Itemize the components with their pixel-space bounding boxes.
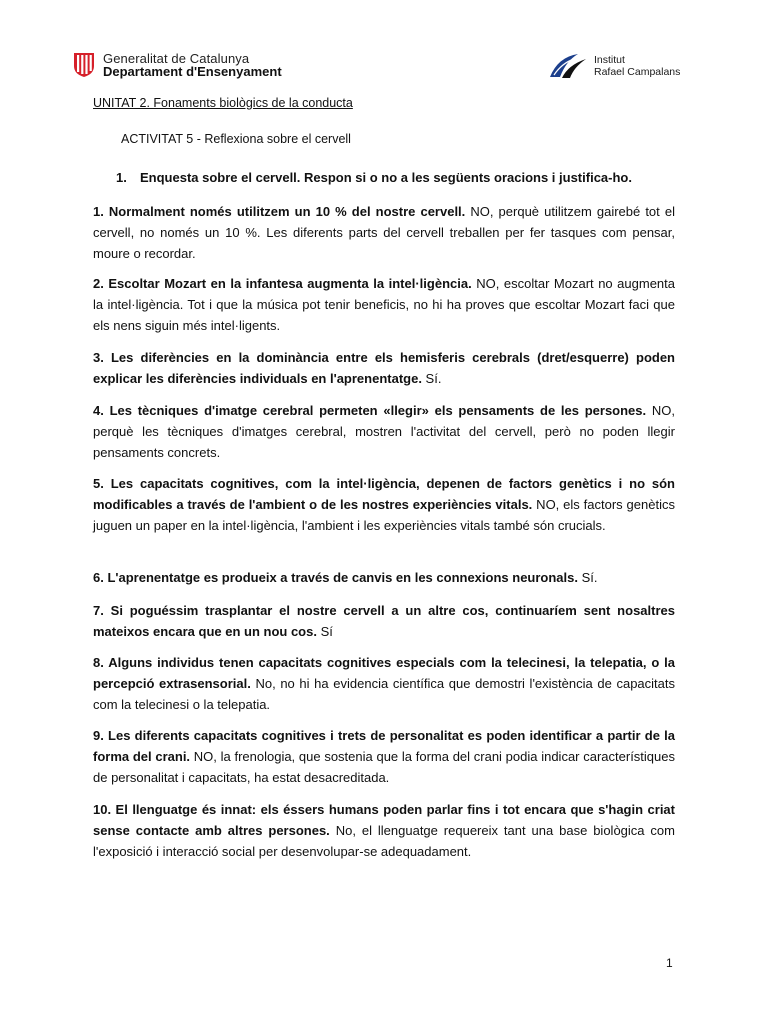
question-statement: 1. Normalment només utilitzem un 10 % del nostre cervell. <box>93 204 466 219</box>
question-9 <box>93 725 675 788</box>
question-answer: Sí <box>316 624 333 639</box>
page-number: 1 <box>666 956 673 970</box>
question-answer: Sí. <box>578 570 598 585</box>
question-2 <box>93 273 675 336</box>
question-statement: 4. Les tècniques d'imatge cerebral permeten «llegir» els pensaments de les persones. <box>93 403 647 418</box>
institut-line2: Rafael Campalans <box>594 66 681 78</box>
question-answer: No, el llenguatge requereix tant una base biològica com l'exposició i interacció social per desenvolupar-se adequadament. <box>93 823 675 859</box>
question-statement: 5. Les capacitats cognitives, com la intel·ligència, depenen de factors genètics i no són modificables a través de l'ambient o de les nostres experiències vitals. <box>93 476 675 512</box>
question-3 <box>93 347 675 389</box>
generalitat-header <box>72 50 282 80</box>
question-5 <box>93 473 675 536</box>
question-statement: 2. Escoltar Mozart en la infantesa augmenta la intel·ligència. <box>93 276 472 291</box>
institut-line1: Institut <box>594 54 625 66</box>
question-answer: Sí. <box>421 371 442 386</box>
question-statement: 3. Les diferències en la dominància entre els hemisferis cerebrals (dret/esquerre) poden explicar les diferències individuals en l'aprenentatge. <box>93 350 675 386</box>
question-statement: 7. Si poguéssim trasplantar el nostre cervell a un altre cos, continuaríem sent nosaltres mateixos encara que en un nou cos. <box>93 603 675 639</box>
unit-title: UNITAT 2. Fonaments biològics de la conducta <box>93 96 353 110</box>
question-answer: NO, la frenologia, que sostenia que la forma del crani podia indicar característiques de personalitat i capacitats, ha estat desacreditada. <box>93 749 675 785</box>
question-4 <box>93 400 675 463</box>
question-statement: 9. Les diferents capacitats cognitives i trets de personalitat es poden identificar a partir de la forma del crani. <box>93 728 675 764</box>
institut-name <box>594 54 680 78</box>
question-7 <box>93 600 675 642</box>
question-statement: 8. Alguns individus tenen capacitats cognitives especials com la telecinesi, la telepatia, o la percepció extrasensorial. <box>93 655 675 691</box>
question-6 <box>93 567 675 588</box>
activity-title: ACTIVITAT 5 - Reflexiona sobre el cervell <box>121 132 351 146</box>
department-line2: Departament d'Ensenyament <box>103 64 282 79</box>
generalitat-line1: Generalitat de Catalunya <box>103 51 250 66</box>
question-answer: No, no hi ha evidencia científica que demostri l'existència de capacitats com la telecinesi o la telepatia. <box>93 676 675 712</box>
generalitat-name <box>103 52 282 78</box>
survey-number: 1. <box>116 170 127 185</box>
question-answer: NO, perquè les tècniques d'imatges cerebral, mostren l'activitat del cervell, però no poden llegir pensaments concrets. <box>93 403 675 460</box>
question-answer: NO, escoltar Mozart no augmenta la intel·ligència. Tot i que la música pot tenir beneficis, no hi ha proves que escoltar Mozart faci que els nens siguin més intel·ligents. <box>93 276 676 333</box>
generalitat-senyera-icon <box>72 52 96 78</box>
institut-swoosh-icon <box>548 51 588 81</box>
survey-heading <box>116 170 632 185</box>
question-statement: 6. L'aprenentatge es produeix a través de canvis en les connexions neuronals. <box>93 570 578 585</box>
question-statement: 10. El llenguatge és innat: els éssers humans poden parlar fins i tot encara que s'hagin criat sense contacte amb altres persones. <box>93 802 675 838</box>
institut-header <box>548 50 680 82</box>
survey-text: Enquesta sobre el cervell. Respon si o no a les següents oracions i justifica-ho. <box>140 170 632 185</box>
question-answer: NO, els factors genètics juguen un paper en la intel·ligència, l'ambient i les experiències vitals també són crucials. <box>93 497 675 533</box>
question-8 <box>93 652 675 715</box>
question-10 <box>93 799 675 862</box>
question-1 <box>93 201 675 264</box>
question-answer: NO, perquè utilitzem gairebé tot el cervell, no només un 10 %. Les diferents parts del cervell treballen per fer tasques com pensar, moure o recordar. <box>93 204 675 261</box>
